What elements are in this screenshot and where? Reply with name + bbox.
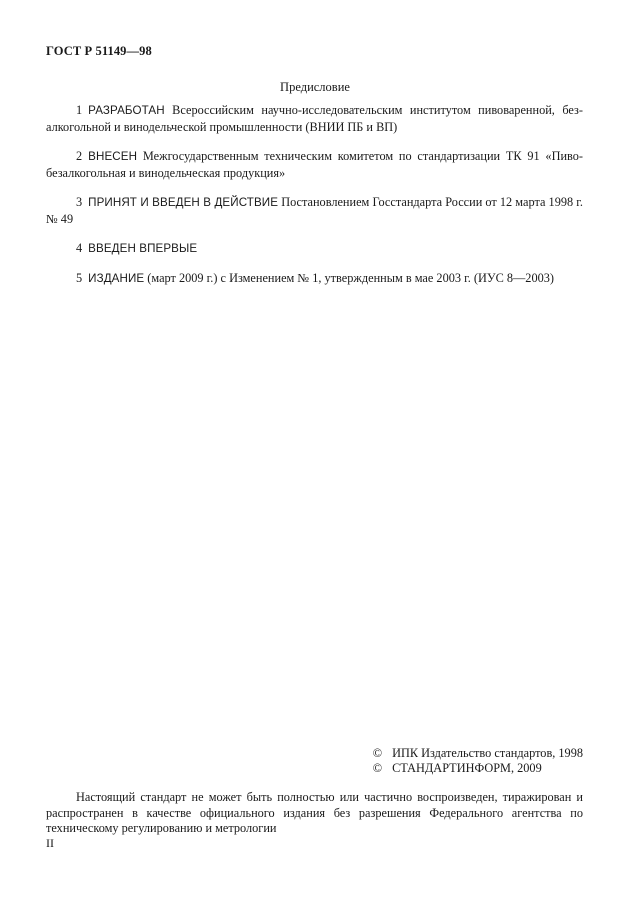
copyright-publisher-2009: СТАНДАРТИНФОРМ, 2009 <box>392 761 542 775</box>
preface-item-5 <box>46 270 583 287</box>
copyright-symbol: © <box>372 746 383 760</box>
item-number: 2 <box>76 149 83 163</box>
reproduction-notice: Настоящий стандарт не может быть полностью или частично воспроизведен, тиражирован и распространен в качестве официального издания без разрешения Федерального агентства по техническому регулированию и метрологии <box>46 790 583 835</box>
copyright-symbol: © <box>372 761 383 775</box>
item-number: 5 <box>76 271 83 285</box>
preface-item-2 <box>46 148 583 181</box>
standard-code-header: ГОСТ Р 51149—98 <box>46 44 152 58</box>
item-text: (март 2009 г.) с Изменением № 1, утвержденным в мае 2003 г. (ИУС 8—2003) <box>147 271 554 285</box>
item-text: Всероссийским научно-исследовательским институтом пивоваренной, без-алкогольной и винодельческой промышленности (ВНИИ ПБ и ВП) <box>46 103 583 134</box>
item-number: 1 <box>76 103 83 117</box>
item-keyword: ВНЕСЕН <box>88 150 138 163</box>
copyright-line-2 <box>373 761 583 776</box>
preface-title: Предисловие <box>280 80 350 94</box>
preface-items-list <box>46 102 583 300</box>
item-keyword: ПРИНЯТ И ВВЕДЕН В ДЕЙСТВИЕ <box>88 196 279 209</box>
preface-item-4 <box>46 240 583 257</box>
item-keyword: ВВЕДЕН ВПЕРВЫЕ <box>88 242 198 255</box>
item-number: 3 <box>76 195 83 209</box>
page-number: II <box>46 836 54 850</box>
item-keyword: РАЗРАБОТАН <box>88 104 165 117</box>
copyright-line-1 <box>373 746 583 761</box>
item-text: Постановлением Госстандарта России от 12 марта 1998 г. № 49 <box>46 195 583 226</box>
item-text: Межгосударственным техническим комитетом по стандартизации ТК 91 «Пиво-безалкогольная и винодельческая продукция» <box>46 149 583 180</box>
preface-item-1 <box>46 102 583 135</box>
item-keyword: ИЗДАНИЕ <box>88 272 145 285</box>
copyright-publisher-1998: ИПК Издательство стандартов, 1998 <box>392 746 583 760</box>
item-number: 4 <box>76 241 83 255</box>
copyright-block <box>373 746 583 776</box>
preface-item-3 <box>46 194 583 227</box>
